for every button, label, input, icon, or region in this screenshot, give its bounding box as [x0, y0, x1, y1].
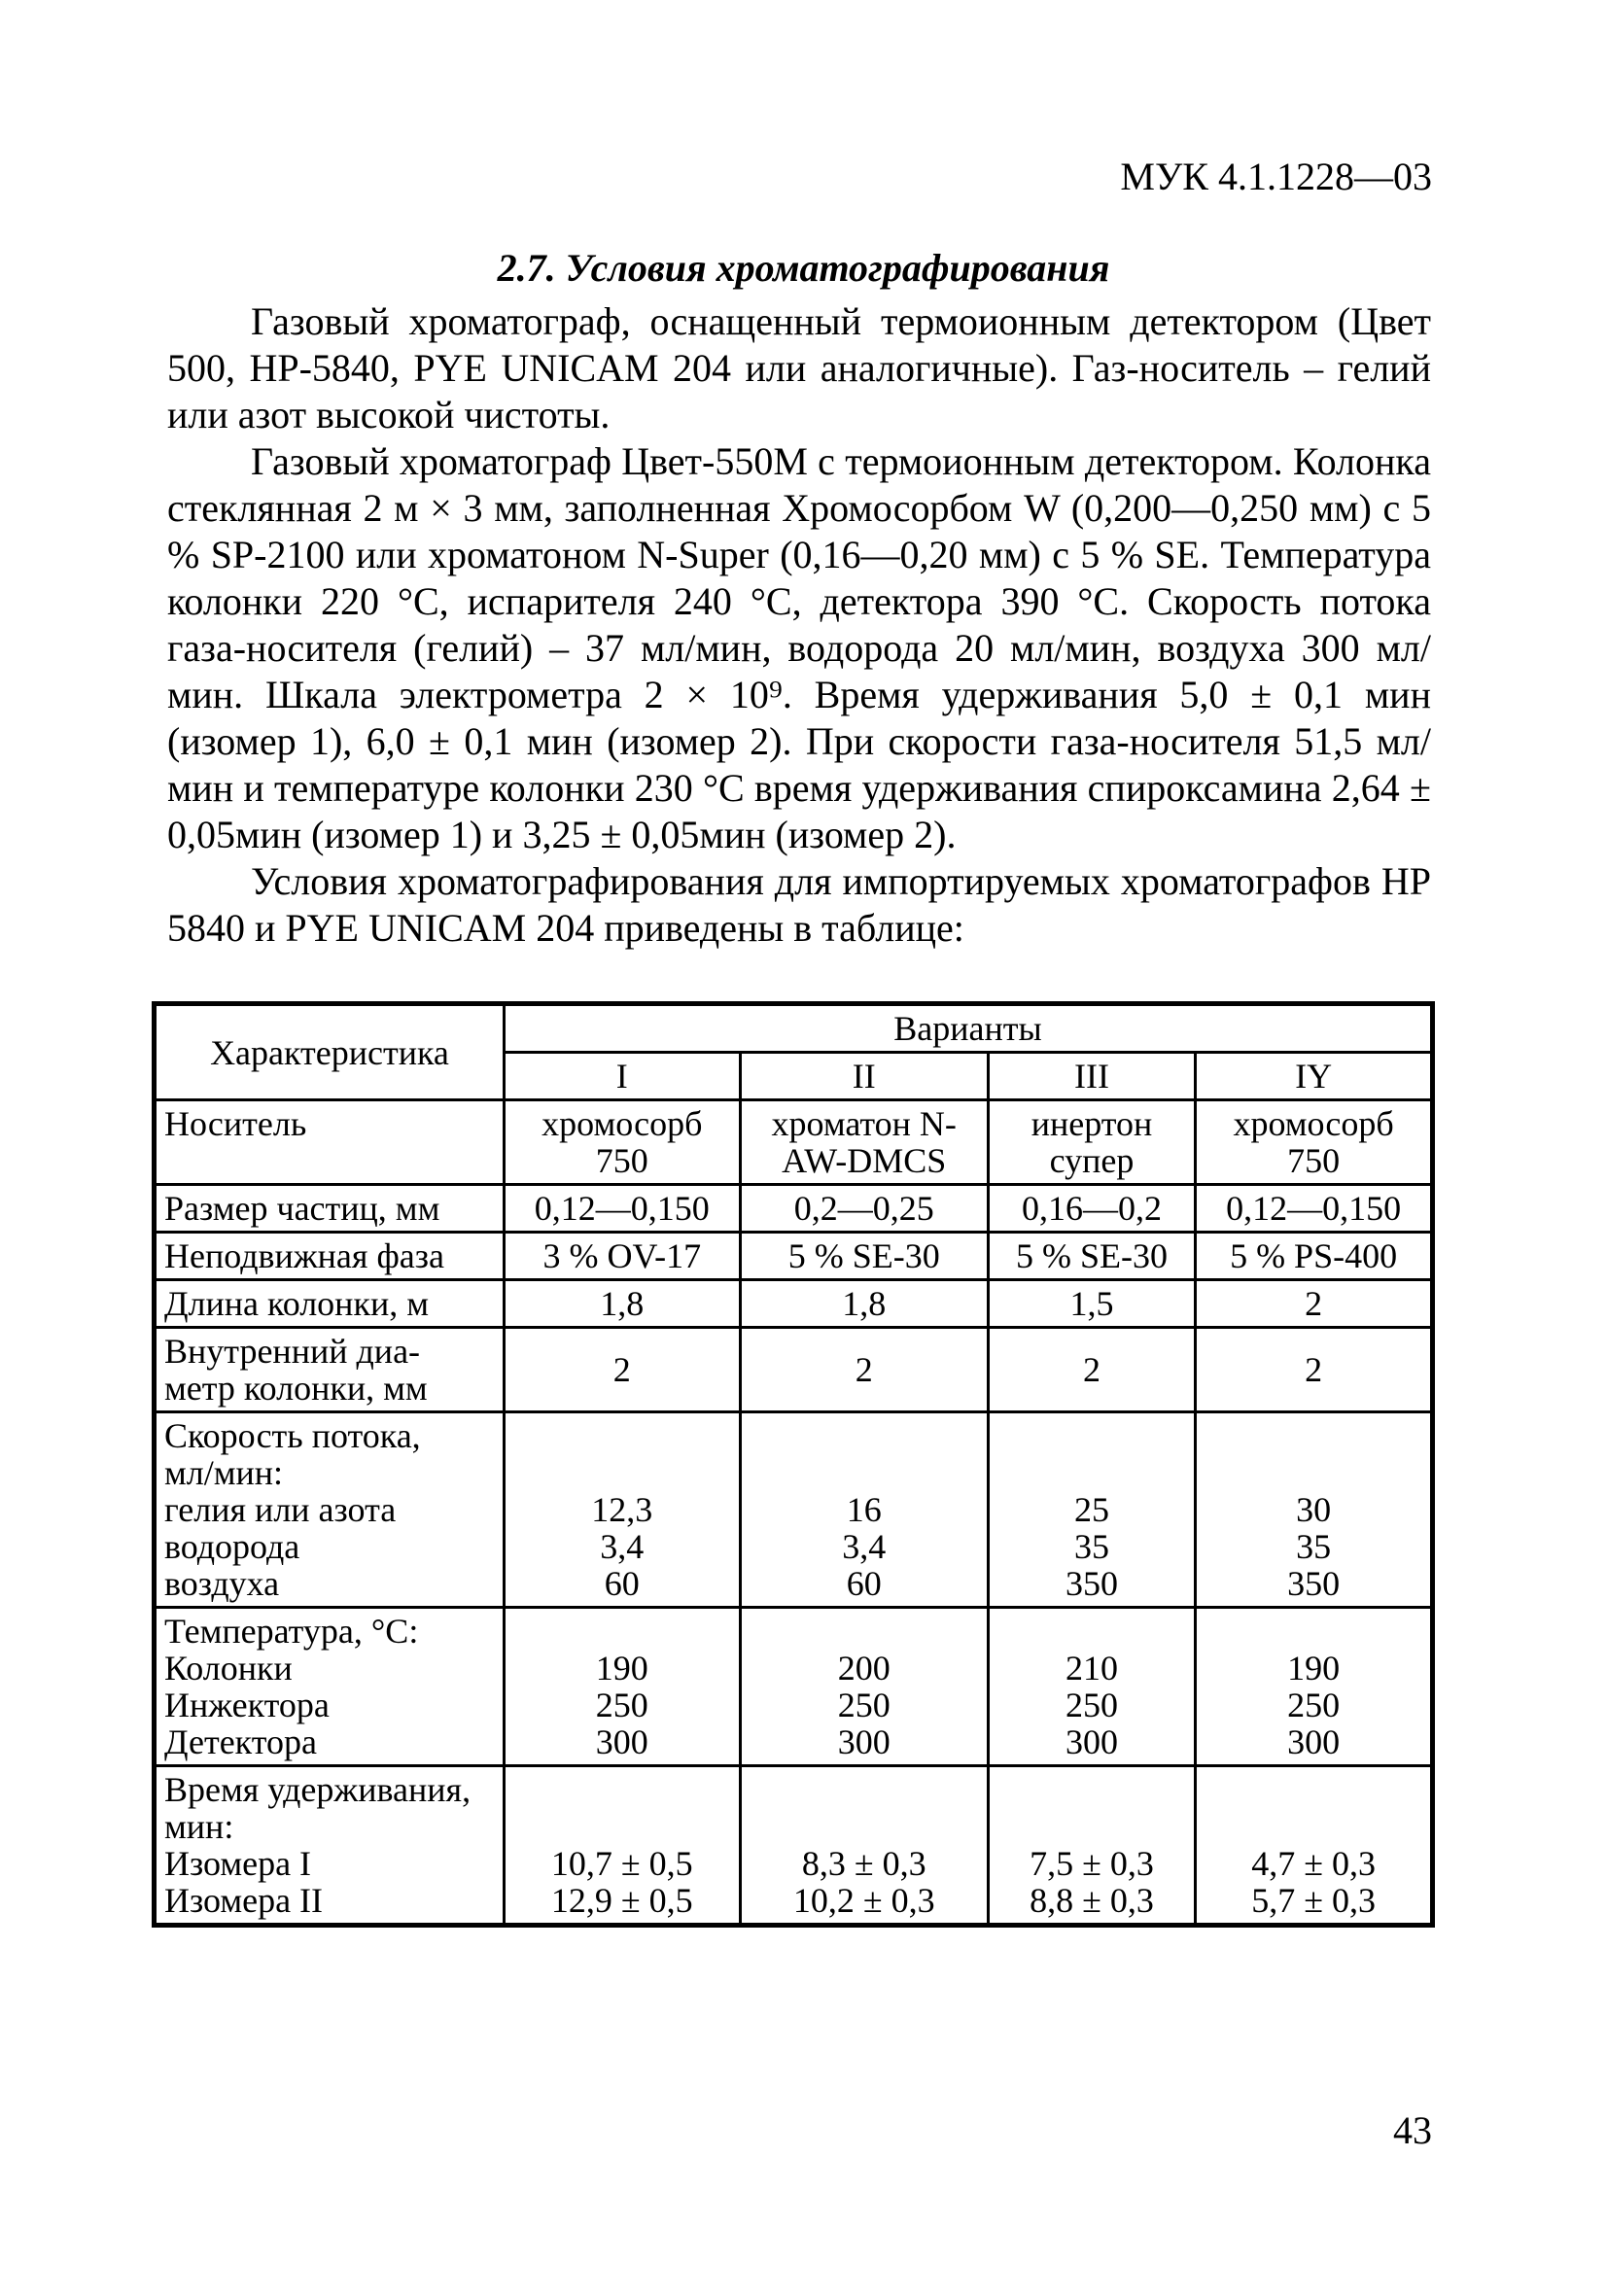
- row-label: Размер частиц, мм: [155, 1185, 505, 1233]
- table-cell: 5 % PS-400: [1196, 1233, 1433, 1280]
- document-code: МУК 4.1.1228—03: [1120, 155, 1432, 198]
- table-cell: 0,12—0,150: [505, 1185, 741, 1233]
- row-label: Носитель: [155, 1100, 505, 1185]
- table-cell: 7,5 ± 0,3 8,8 ± 0,3: [988, 1766, 1195, 1926]
- table-cell: 3 % OV-17: [505, 1233, 741, 1280]
- table-cell: 16 3,4 60: [740, 1412, 988, 1608]
- row-label: Длина колонки, м: [155, 1280, 505, 1328]
- table-cell: 0,2—0,25: [740, 1185, 988, 1233]
- table-cell: 0,12—0,150: [1196, 1185, 1433, 1233]
- paragraph-1: Газовый хроматограф, оснащенный термоионным детектором (Цвет 500, HP-5840, PYE UNICAM 204 или аналогичные). Газ-носитель – гелий или азот высокой чистоты.: [167, 299, 1431, 436]
- table-cell: хромосорб 750: [1196, 1100, 1433, 1185]
- table-row: [155, 1412, 1433, 1608]
- table-cell: 190 250 300: [505, 1608, 741, 1766]
- table-row: [155, 1766, 1433, 1926]
- table-cell: 5 % SE-30: [740, 1233, 988, 1280]
- table-cell: хромосорб 750: [505, 1100, 741, 1185]
- variant-label: I: [505, 1053, 741, 1100]
- table-row: [155, 1100, 1433, 1185]
- row-label: Неподвижная фаза: [155, 1233, 505, 1280]
- table-cell: 0,16—0,2: [988, 1185, 1195, 1233]
- table-row: [155, 1233, 1433, 1280]
- table-cell: 1,8: [740, 1280, 988, 1328]
- table-cell: 210 250 300: [988, 1608, 1195, 1766]
- table-cell: 5 % SE-30: [988, 1233, 1195, 1280]
- table-cell: 1,5: [988, 1280, 1195, 1328]
- table-cell: хроматон N- AW-DMCS: [740, 1100, 988, 1185]
- table-cell: 190 250 300: [1196, 1608, 1433, 1766]
- table-row: [155, 1328, 1433, 1412]
- variant-label: IY: [1196, 1053, 1433, 1100]
- variant-label: II: [740, 1053, 988, 1100]
- table-cell: 2: [1196, 1328, 1433, 1412]
- row-label: Время удерживания, мин: Изомера I Изомера II: [155, 1766, 505, 1926]
- variant-label: III: [988, 1053, 1195, 1100]
- table-header-row: [155, 1004, 1433, 1053]
- table-cell: 200 250 300: [740, 1608, 988, 1766]
- row-label: Скорость потока, мл/мин: гелия или азота водорода воздуха: [155, 1412, 505, 1608]
- table-row: [155, 1185, 1433, 1233]
- row-label: Внутренний диа- метр колонки, мм: [155, 1328, 505, 1412]
- table-cell: 4,7 ± 0,3 5,7 ± 0,3: [1196, 1766, 1433, 1926]
- table-cell: 1,8: [505, 1280, 741, 1328]
- table-row: [155, 1608, 1433, 1766]
- table-cell: 30 35 350: [1196, 1412, 1433, 1608]
- table-cell: 25 35 350: [988, 1412, 1195, 1608]
- chromatography-conditions-table: [152, 1001, 1435, 1928]
- paragraph-3: Условия хроматографирования для импортируемых хроматографов HP 5840 и PYE UNICAM 204 приведены в таблице:: [167, 859, 1431, 950]
- table-cell: 2: [988, 1328, 1195, 1412]
- header-characteristic: Характеристика: [155, 1004, 505, 1100]
- body-text: [167, 298, 1431, 952]
- table-cell: 12,3 3,4 60: [505, 1412, 741, 1608]
- section-title: 2.7. Условия хроматографирования: [497, 246, 1110, 290]
- row-label: Температура, °С: Колонки Инжектора Детектора: [155, 1608, 505, 1766]
- paragraph-2: Газовый хроматограф Цвет-550М с термоионным детектором. Колонка стеклянная 2 м × 3 мм, заполненная Хромосорбом W (0,200—0,250 мм) с 5 % SP-2100 или хроматоном N-Super (0,16—0,20 мм) с 5 % SE. Температура колонки 220 °С, испарителя 240 °С, детектора 390 °С. Скорость потока газа-носителя (гелий) – 37 мл/мин, водорода 20 мл/мин, воздуха 300 мл/мин. Шкала электрометра 2 × 10⁹. Время удерживания 5,0 ± 0,1 мин (изомер 1), 6,0 ± 0,1 мин (изомер 2). При скорости газа-носителя 51,5 мл/мин и температуре колонки 230 °С время удерживания спироксамина 2,64 ± 0,05мин (изомер 1) и 3,25 ± 0,05мин (изомер 2).: [167, 439, 1431, 856]
- table-cell: инертон супер: [988, 1100, 1195, 1185]
- table-cell: 2: [740, 1328, 988, 1412]
- table-cell: 2: [505, 1328, 741, 1412]
- header-variants: Варианты: [505, 1004, 1433, 1053]
- table-cell: 8,3 ± 0,3 10,2 ± 0,3: [740, 1766, 988, 1926]
- table-cell: 2: [1196, 1280, 1433, 1328]
- table-row: [155, 1280, 1433, 1328]
- page-number: 43: [1393, 2108, 1432, 2152]
- table-cell: 10,7 ± 0,5 12,9 ± 0,5: [505, 1766, 741, 1926]
